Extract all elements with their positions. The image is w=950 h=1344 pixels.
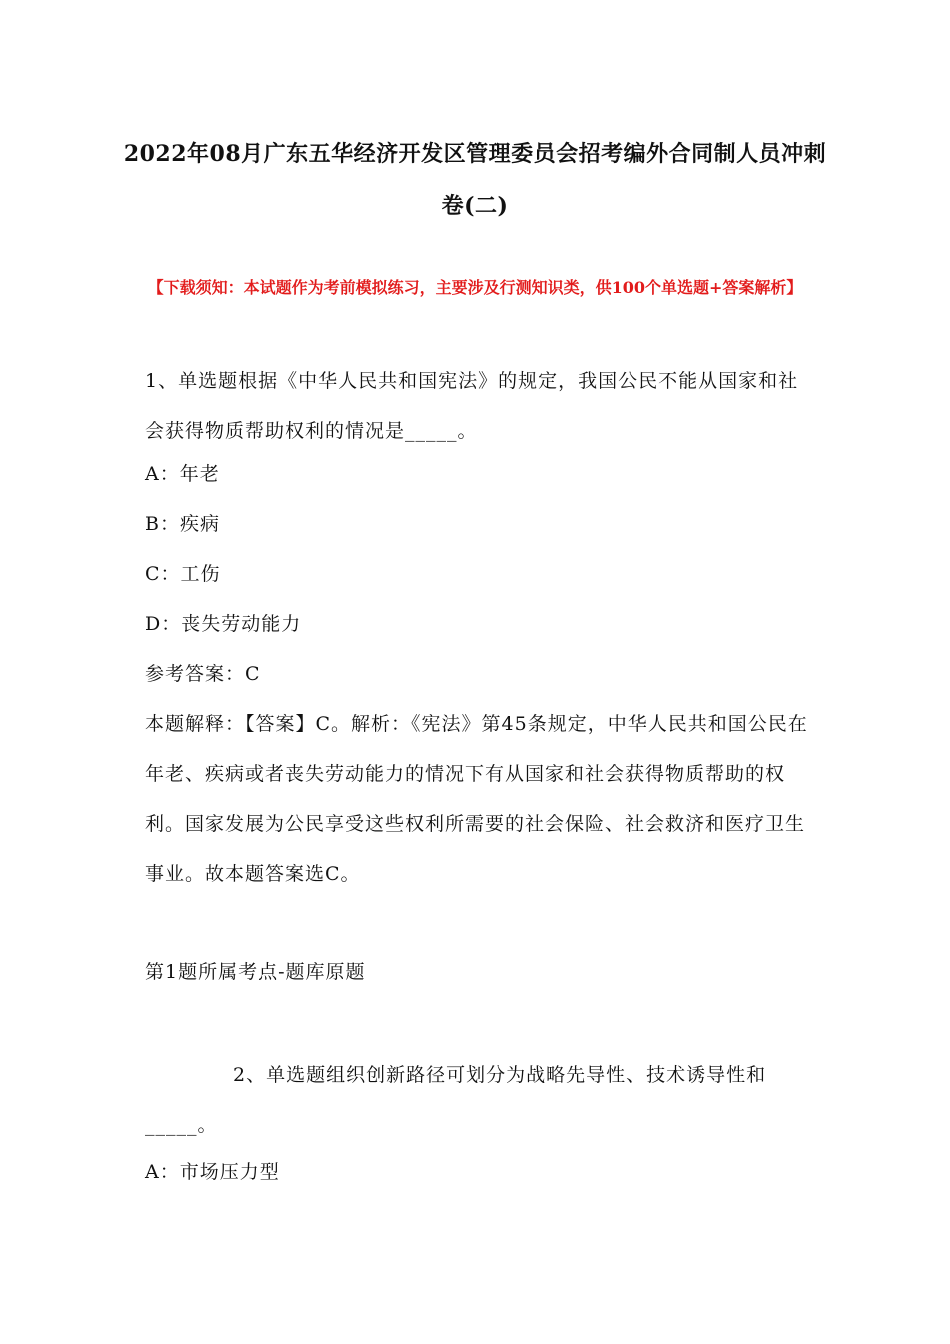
document-title: 2022年08月广东五华经济开发区管理委员会招考编外合同制人员冲刺卷(二) xyxy=(123,141,827,219)
question-1-option-c: C：工伤 xyxy=(145,563,221,585)
question-1-option-b: B：疾病 xyxy=(145,513,220,535)
download-notice: 【下载须知：本试题作为考前模拟练习，主要涉及行测知识类，供100个单选题+答案解析】 xyxy=(147,278,803,297)
question-1-answer: 参考答案：C xyxy=(145,663,261,685)
question-1-option-d: D：丧失劳动能力 xyxy=(145,613,302,635)
question-1-stem: 1、单选题根据《中华人民共和国宪法》的规定，我国公民不能从国家和社会获得物质帮助权利的情况是_____。 xyxy=(145,370,799,442)
question-1-option-a: A：年老 xyxy=(145,463,220,485)
question-1-explanation: 本题解释：【答案】C。解析：《宪法》第45条规定，中华人民共和国公民在年老、疾病或者丧失劳动能力的情况下有从国家和社会获得物质帮助的权利。国家发展为公民享受这些权利所需要的社会保险、社会救济和医疗卫生事业。故本题答案选C。 xyxy=(145,713,808,885)
question-2-stem: 2、单选题组织创新路径可划分为战略先导性、技术诱导性和_____。 xyxy=(145,1064,767,1136)
question-2-option-a: A：市场压力型 xyxy=(145,1161,280,1183)
question-1-knowledge-point: 第1题所属考点-题库原题 xyxy=(145,961,366,983)
